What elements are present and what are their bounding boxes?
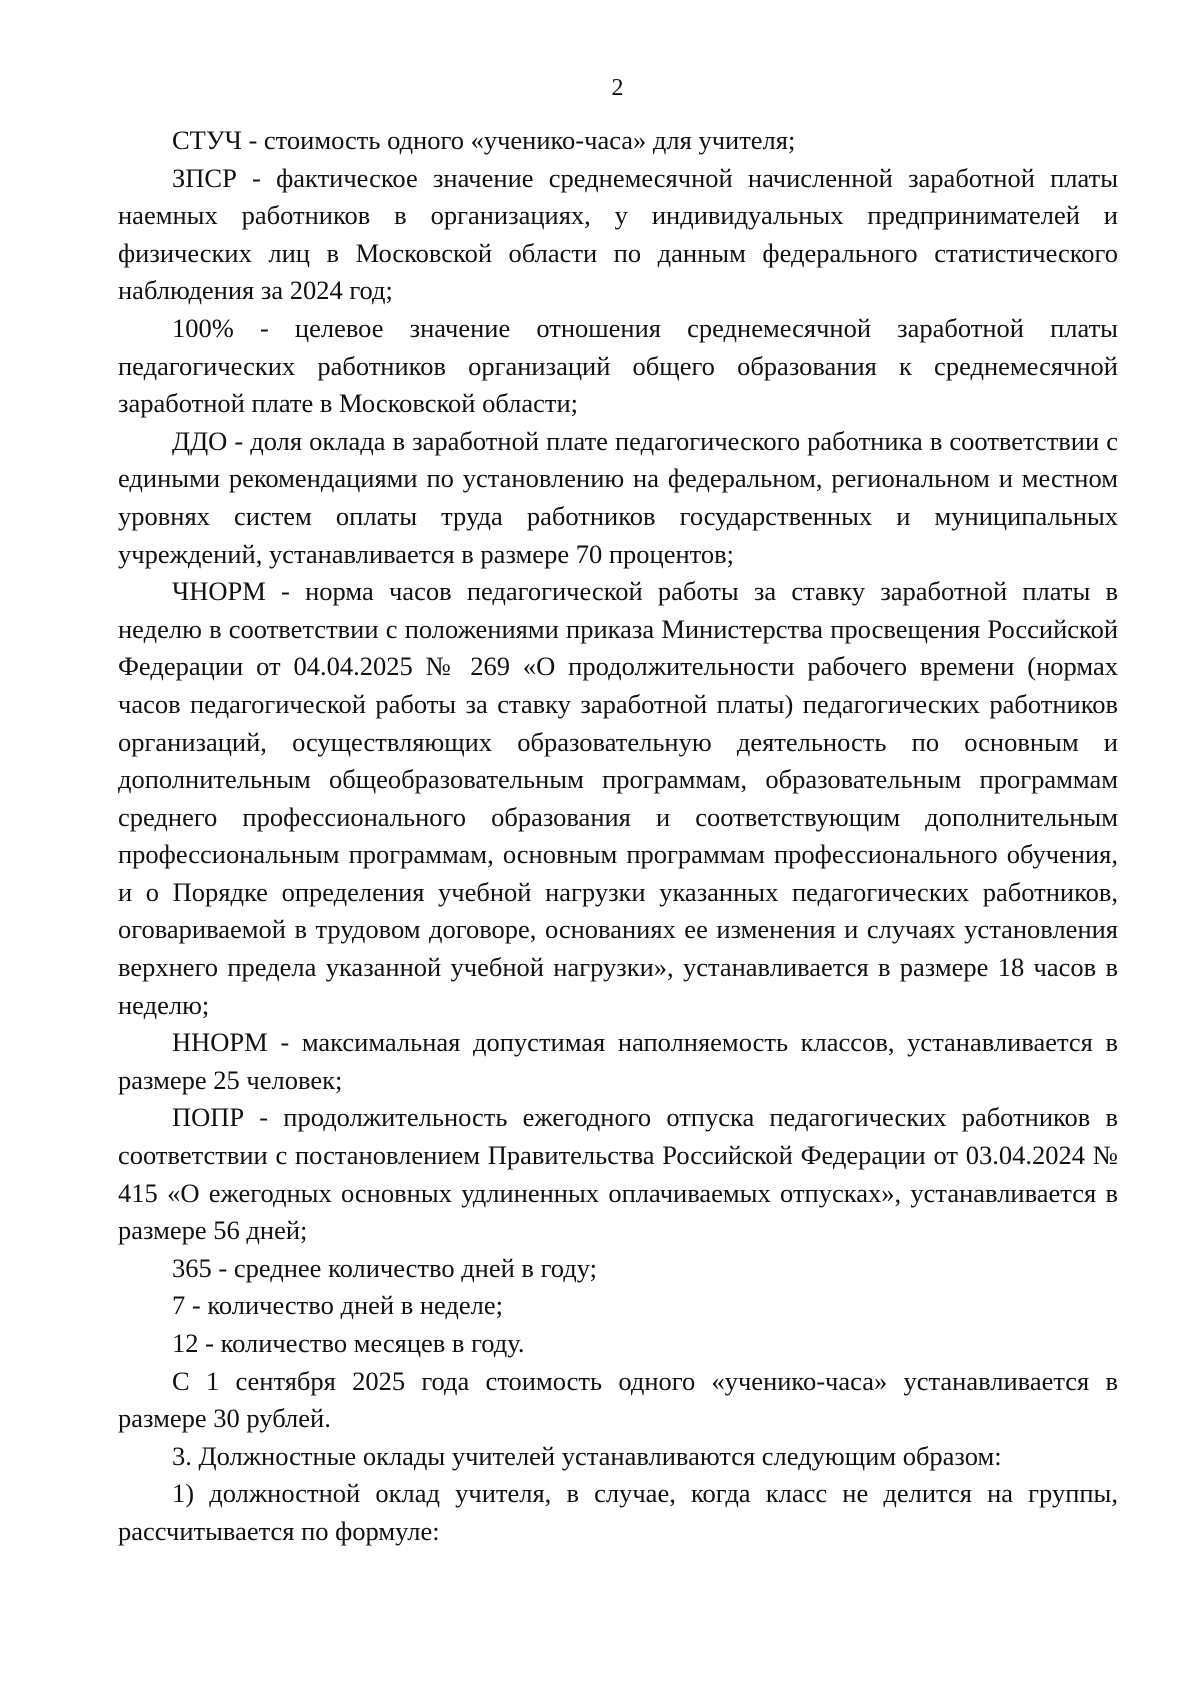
paragraph-section-3: 3. Должностные оклады учителей устанавливаются следующим образом:: [172, 1440, 1002, 1471]
paragraph-nnorm-definition: ННОРМ - максимальная допустимая наполняемость классов, устанавливается в размере 25 человек;: [118, 1027, 1118, 1095]
paragraph-ddo-definition: ДДО - доля оклада в заработной плате педагогического работника в соответствии с едиными рекомендациями по установлению на федеральном, региональном и местном уровнях систем оплаты труда работников государственных и муниципальных учреждений, устанавливается в размере 70 процентов;: [118, 425, 1118, 569]
paragraph-stuch-definition: СТУЧ - стоимость одного «ученико-часа» для учителя;: [172, 125, 796, 155]
paragraph-student-hour-cost: С 1 сентября 2025 года стоимость одного «ученико-часа» устанавливается в размере 30 рублей.: [118, 1365, 1118, 1434]
document-body: [118, 122, 1118, 1551]
paragraph-chnorm-definition: ЧНОРМ - норма часов педагогической работы за ставку заработной платы в неделю в соответствии с положениями приказа Министерства просвещения Российской Федерации от 04.04.2025 № 269 «О продолжительности рабочего времени (нормах часов педагогической работы за ставку заработной платы) педагогических работников организаций, осуществляющих образовательную деятельность по основным и дополнительным общеобразовательным программам, образовательным программам среднего профессионального образования и соответствующим дополнительным профессиональным программам, основным программам профессионального обучения, и о Порядке определения учебной нагрузки указанных педагогических работников, оговариваемой в трудовом договоре, основаниях ее изменения и случаях установления верхнего предела указанной учебной нагрузки», устанавливается в размере 18 часов в неделю;: [118, 576, 1118, 1020]
paragraph-item-1: 1) должностной оклад учителя, в случае, когда класс не делится на группы, рассчитывается по формуле:: [118, 1478, 1118, 1546]
paragraph-popr-definition: ПОПР - продолжительность ежегодного отпуска педагогических работников в соответствии с постановлением Правительства Российской Федерации от 03.04.2024 № 415 «О ежегодных основных удлиненных оплачиваемых отпусках», устанавливается в размере 56 дней;: [118, 1102, 1118, 1246]
paragraph-days-in-year: 365 - среднее количество дней в году;: [172, 1252, 598, 1283]
paragraph-100-percent-definition: 100% - целевое значение отношения среднемесячной заработной платы педагогических работников организаций общего образования к среднемесячной заработной плате в Московской области;: [118, 312, 1118, 419]
paragraph-days-in-week: 7 - количество дней в неделе;: [172, 1290, 504, 1321]
paragraph-months-in-year: 12 - количество месяцев в году.: [172, 1328, 525, 1358]
paragraph-zpsr-definition: ЗПСР - фактическое значение среднемесячной начисленной заработной платы наемных работников в организациях, у индивидуальных предпринимателей и физических лиц в Московской области по данным федерального статистического наблюдения за 2024 год;: [118, 162, 1118, 306]
page-number: 2: [611, 75, 624, 101]
